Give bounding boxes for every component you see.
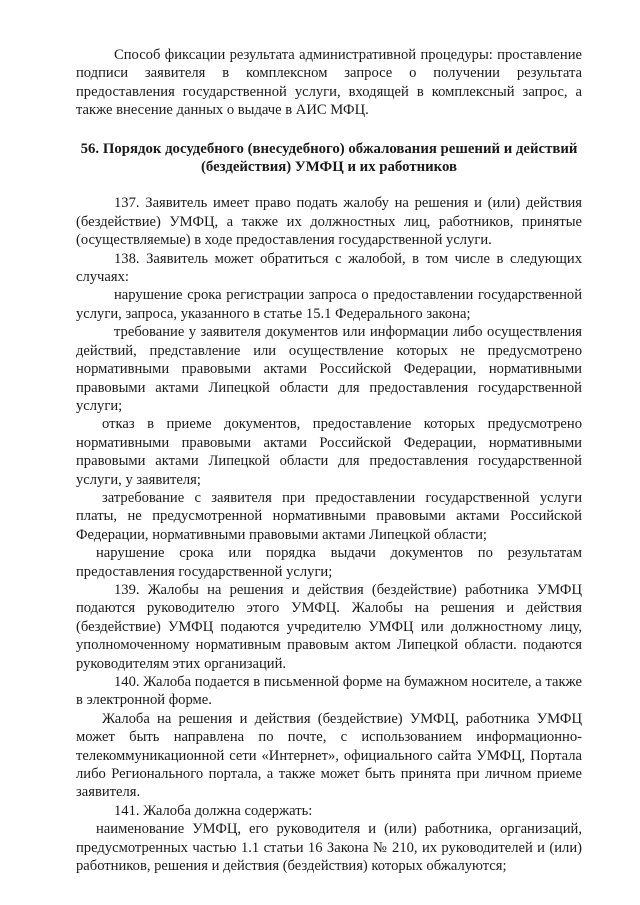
intro-paragraph: Способ фиксации результата административной процедуры: проставление подписи заявителя в комплексном запросе о получении результата предоставления государственной услуги, входящей в комплексный запрос, а также внесение данных о выдаче в АИС МФЦ. [76,47,582,119]
list-item-issuance-violation: нарушение срока или порядка выдачи документов по результатам предоставления государственной услуги; [76,545,582,580]
paragraph-complaint-channels: Жалоба на решения и действия (бездействие) УМФЦ, работника УМФЦ может быть направлена по почте, с использованием информационно-телекоммуникационной сети «Интернет», официального сайта УМФЦ, Портала либо Регионального портала, а также может быть принята при личном приеме заявителя. [76,710,582,801]
paragraph-137: 137. Заявитель имеет право подать жалобу на решения и (или) действия (бездействие) УМФЦ, а также их должностных лиц, работников, принятые (осуществляемые) в ходе предоставления государственной услуги. [76,195,582,249]
paragraph-139: 139. Жалобы на решения и действия (бездействие) работника УМФЦ подаются руководителю этого УМФЦ. Жалобы на решения и действия (бездействие) УМФЦ подаются учредителю УМФЦ или должностному лицу, уполномоченному нормативным правовым актом Липецкой области. подаются руководителям этих организаций. [76,581,582,672]
list-item-registration-delay: нарушение срока регистрации запроса о предоставлении государственной услуги, запроса, указанного в статье 15.1 Федерального закона; [76,287,582,322]
paragraph-138: 138. Заявитель может обратиться с жалобой, в том числе в следующих случаях: [76,250,582,286]
paragraph-140: 140. Жалоба подается в письменной форме на бумажном носителе, а также в электронной форме. [76,674,582,709]
document-page [76,46,582,875]
list-item-refusal: отказ в приеме документов, предоставление которых предусмотрено нормативными правовыми актами Российской Федерации, нормативными правовыми актами Липецкой области для предоставления государственной услуги, у заявителя; [76,416,582,488]
list-item-complaint-content: наименование УМФЦ, его руководителя и (или) работника, организаций, предусмотренных частью 1.1 статьи 16 Закона № 210, их руководителей и (или) работников, решения и действия (бездействия) которых обжалуются; [76,821,582,875]
paragraph-141: 141. Жалоба должна содержать: [114,802,313,819]
list-item-fee-demand: затребование с заявителя при предоставлении государственной услуги платы, не предусмотренной нормативными правовыми актами Российской Федерации, нормативными правовыми актами Липецкой области; [76,489,582,543]
section-heading: 56. Порядок досудебного (внесудебного) обжалования решений и действий (бездействия) УМФЦ и их работников [80,140,578,176]
list-item-document-demand: требование у заявителя документов или информации либо осуществления действий, представление или осуществление которых не предусмотрено нормативными правовыми актами Российской Федерации, нормативными правовыми актами Липецкой области для предоставления государственной услуги; [76,324,582,414]
